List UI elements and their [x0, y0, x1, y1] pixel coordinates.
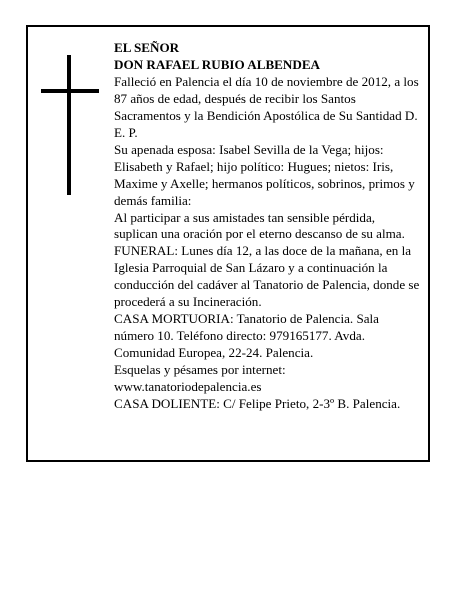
prayer-request: Al participar a sus amistades tan sensible pérdida, suplican una oración por el eterno descanso de su alma.	[114, 209, 405, 242]
cross-horizontal-bar	[41, 89, 99, 93]
obituary-notice	[26, 25, 430, 462]
condolences-website: www.tanatoriodepalencia.es	[114, 379, 262, 395]
deceased-name: DON RAFAEL RUBIO ALBENDEA	[114, 56, 321, 72]
family-residence: CASA DOLIENTE: C/ Felipe Prieto, 2-3º B. Palencia.	[114, 396, 401, 412]
cross-vertical-bar	[67, 55, 71, 195]
mortuary-details: CASA MORTUORIA: Tanatorio de Palencia. Sala número 10. Teléfono directo: 979165177. Avda. Comunidad Europea, 22-24. Palencia.	[114, 311, 379, 361]
obituary-heading: EL SEÑOR	[114, 40, 180, 55]
death-announcement: Falleció en Palencia el día 10 de noviembre de 2012, a los 87 años de edad, después de recibir los Santos Sacramentos y la Bendición Apostólica de Su Santidad D. E. P.	[114, 73, 419, 140]
condolences-label: Esquelas y pésames por internet:	[114, 362, 286, 378]
family-list: Su apenada esposa: Isabel Sevilla de la Vega; hijos: Elisabeth y Rafael; hijo político: Hugues; nietos: Iris, Maxime y Axelle; hermanos políticos, sobrinos, primos y demás familia:	[114, 141, 415, 208]
cross-icon	[41, 55, 99, 195]
obituary-text	[114, 40, 420, 413]
funeral-details: FUNERAL: Lunes día 12, a las doce de la mañana, en la Iglesia Parroquial de San Lázaro y a continuación la conducción del cadáver al Tanatorio de Palencia, donde se procederá a su Incineración.	[114, 243, 420, 310]
